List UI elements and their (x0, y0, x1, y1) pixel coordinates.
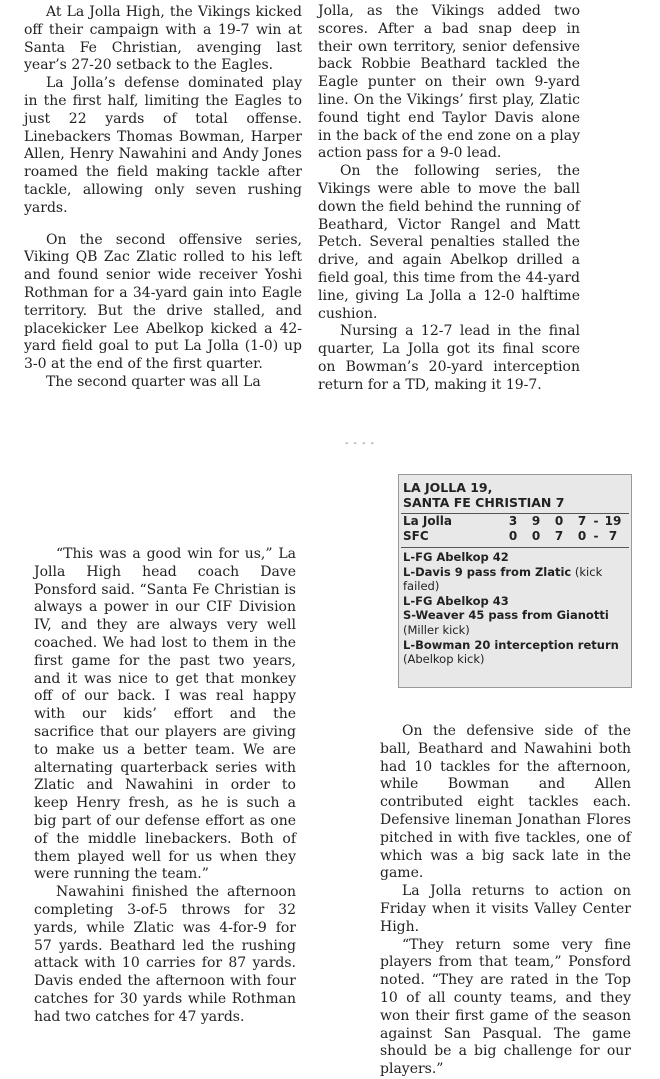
divider: - - - - (345, 438, 376, 449)
scoring-play: S-Weaver 45 pass from Gianotti (Miller kick) (403, 608, 609, 637)
scoring-plays (403, 550, 627, 667)
quarter-score: 3 (508, 514, 518, 528)
quarter-score: 0 (577, 529, 587, 543)
article-column-1 (24, 4, 302, 392)
scoring-play: L-FG Abelkop 43 (403, 593, 509, 608)
article-column-3 (34, 546, 296, 1027)
team-name: SFC (403, 529, 429, 543)
headline-line-1: LA JOLLA 19, (403, 480, 493, 495)
article-column-2 (318, 3, 580, 395)
scoring-play: L-FG Abelkop 42 (403, 550, 509, 564)
paragraph: La Jolla’s defense dominated play in the first half, limiting the Eagles to just 22 yards of total offense. Linebackers Thomas Bowman, Harper Allen, Henry Nawahini and Andy Jones roamed the field making tackle after tackle, allowing only seven rushing yards. (24, 75, 302, 216)
headline-line-2: SANTA FE CHRISTIAN 7 (403, 495, 565, 510)
quarter-score: 0 (554, 514, 564, 528)
quarter-score: 7 (554, 529, 564, 543)
paragraph: Nursing a 12-7 lead in the final quarter, La Jolla got its final score on Bowman’s 20-yard interception return for a TD, making it 19-7. (318, 323, 580, 393)
paragraph: At La Jolla High, the Vikings kicked off their campaign with a 19-7 win at Santa Fe Christian, avenging last year’s 27-20 setback to the Eagles. (24, 4, 302, 74)
score-dash: - (593, 514, 599, 528)
scoring-play: L-Davis 9 pass from Zlatic (kick failed) (403, 564, 603, 594)
paragraph: La Jolla returns to action on Friday when it visits Valley Center High. (380, 883, 631, 935)
final-score: 19 (604, 514, 622, 528)
final-score: 7 (608, 529, 618, 543)
quarter-score: 9 (531, 514, 541, 528)
scoring-play: L-Bowman 20 interception return (Abelkop kick) (403, 637, 619, 667)
quarter-score: 0 (531, 529, 541, 543)
box-rule (401, 547, 629, 548)
quarter-score: 0 (508, 529, 518, 543)
team-name: La Jolla (403, 514, 452, 528)
paragraph: On the defensive side of the ball, Beathard and Nawahini both had 10 tackles for the afternoon, while Bowman and Allen contributed eight tackles each. Defensive lineman Jonathan Flores pitched in with five tackles, one of which was a big sack late in the game. (380, 723, 631, 882)
score-row-sfc (403, 529, 627, 544)
paragraph: “They return some very fine players from that team,” Ponsford noted. “They are rated in the Top 10 of all county teams, and they won their first game of the season against San Pasqual. The game should be a big challenge for our players.” (380, 936, 631, 1078)
article-column-4 (380, 723, 631, 1079)
paragraph: Nawahini finished the afternoon completing 3-of-5 throws for 32 yards, while Zlatic was 4-for-9 for 57 yards. Beathard led the rushing attack with 10 carries for 87 yards. Davis ended the afternoon with four catches for 30 yards while Rothman had two catches for 47 yards. (34, 884, 296, 1025)
box-score (398, 474, 632, 688)
paragraph: Jolla, as the Vikings added two scores. After a bad snap deep in their own territory, senior defensive back Robbie Beathard tackled the Eagle punter on their own 9-yard line. On the Vikings’ first play, Zlatic found tight end Taylor Davis alone in the back of the end zone on a play action pass for a 9-0 lead. (318, 3, 580, 162)
paragraph: “This was a good win for us,” La Jolla High head coach Dave Ponsford said. “Santa Fe Christian is always a power in our CIF Division IV, and they are always very well coached. We had lost to them in the first game for the past two years, and it was nice to get that monkey off of our back. I was real happy with our kids’ effort and the sacrifice that our players are giving to make us a better team. We are alternating quarterback series with Zlatic and Nawahini in order to keep Henry fresh, as he is such a big part of our defense effort as one of the middle linebackers. Both of them played well for us when they were running the team.” (34, 546, 296, 883)
paragraph: On the second offensive series, Viking QB Zac Zlatic rolled to his left and found senior wide receiver Yoshi Rothman for a 34-yard gain into Eagle territory. But the drive stalled, and placekicker Lee Abelkop kicked a 42-yard field goal to put La Jolla (1-0) up 3-0 at the end of the first quarter. (24, 231, 302, 373)
paragraph: The second quarter was all La (46, 373, 261, 390)
score-dash: - (593, 529, 599, 543)
box-score-headline (403, 480, 627, 510)
score-row-la-jolla (403, 514, 627, 529)
quarter-score: 7 (577, 514, 587, 528)
paragraph: On the following series, the Vikings were able to move the ball down the field behind the running of Beathard, Victor Rangel and Matt Petch. Several penalties stalled the drive, and again Abelkop drilled a field goal, this time from the 44-yard line, giving La Jolla a 12-0 halftime cushion. (318, 163, 580, 322)
